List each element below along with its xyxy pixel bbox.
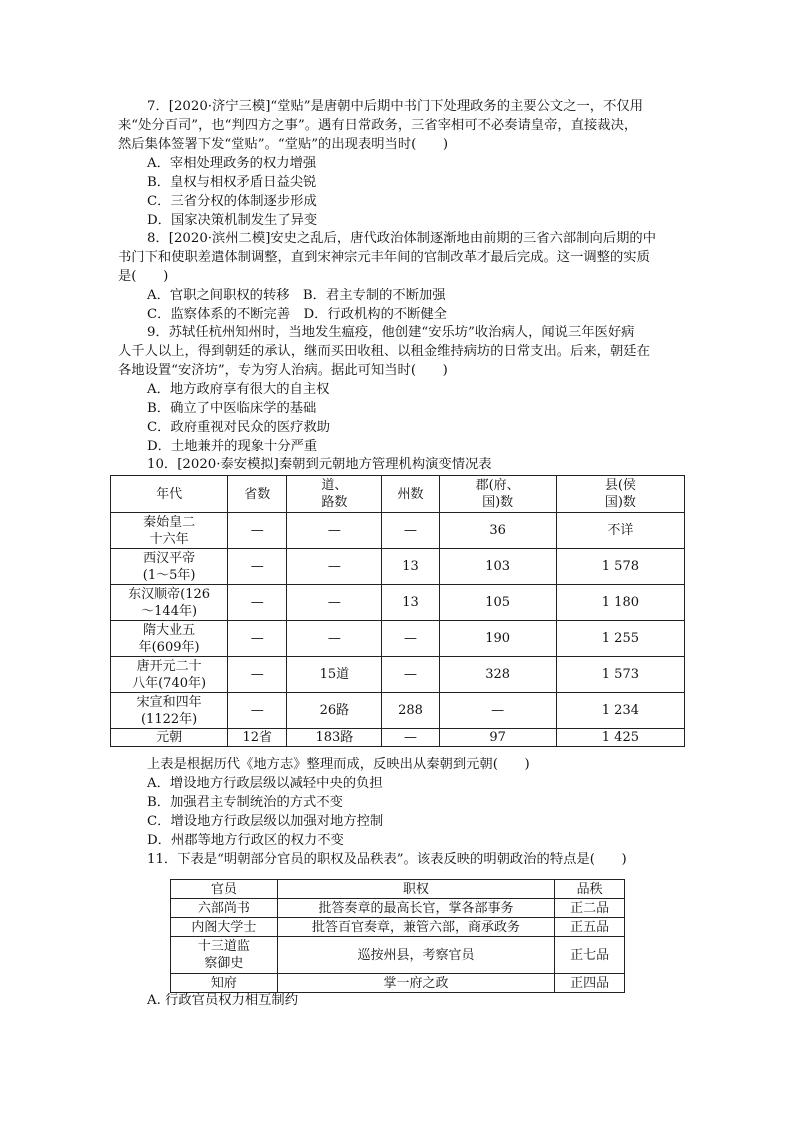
q7-line-3: 然后集体签署下发“堂贴”。“堂贴”的出现表明当时( ) [118, 137, 449, 152]
cell: 183路 [287, 729, 382, 747]
cell: — [228, 621, 287, 657]
table-row [111, 549, 685, 585]
cell: 36 [439, 513, 556, 549]
cell-era: 元朝 [111, 729, 228, 747]
table-row [171, 918, 625, 937]
col-header-circuits: 道、 路数 [287, 476, 382, 513]
cell: — [228, 657, 287, 693]
q8-line-3: 是( ) [118, 269, 169, 284]
cell-official: 知府 [171, 974, 278, 993]
col-header-commanderies: 郡(府、 国)数 [439, 476, 556, 513]
q7-line-1: 7．[2020·济宁三模]“堂贴”是唐朝中后期中书门下处理政务的主要公文之一，不仅用 [147, 99, 643, 114]
q9-line-1: 9．苏轼任杭州知州时，当地发生瘟疫，他创建“安乐坊”收治病人，闻说三年医好病 [147, 325, 635, 340]
cell: — [287, 513, 382, 549]
cell: — [382, 657, 439, 693]
cell-era: 秦始皇二 十六年 [111, 513, 228, 549]
cell-rank: 正七品 [555, 937, 625, 974]
cell-official: 六部尚书 [171, 899, 278, 918]
cell-official: 十三道监 察御史 [171, 937, 278, 974]
q7-option-d: D．国家决策机制发生了异变 [147, 213, 318, 228]
cell: 105 [439, 585, 556, 621]
table-row [171, 899, 625, 918]
cell: 1 425 [556, 729, 684, 747]
q7-option-c: C．三省分权的体制逐步形成 [147, 194, 317, 209]
q9-line-2: 人千人以上，得到朝廷的承认，继而买田收租、以租金维持病坊的日常支出。后来，朝廷在 [118, 344, 650, 359]
cell-era: 西汉平帝 (1～5年) [111, 549, 228, 585]
q11-option-a: A. 行政官员权力相互制约 [147, 993, 299, 1008]
cell: — [382, 729, 439, 747]
q11-table [170, 879, 625, 993]
cell: 1 234 [556, 693, 684, 729]
cell: — [287, 621, 382, 657]
table-row [111, 585, 685, 621]
cell-rank: 正二品 [555, 899, 625, 918]
col-header-era: 年代 [111, 476, 228, 513]
cell: — [287, 585, 382, 621]
cell: — [228, 549, 287, 585]
cell: 97 [439, 729, 556, 747]
cell: 103 [439, 549, 556, 585]
col-header-prefectures: 州数 [382, 476, 439, 513]
cell: — [228, 513, 287, 549]
cell: — [228, 693, 287, 729]
cell: — [287, 549, 382, 585]
q10-stem: 上表是根据历代《地方志》整理而成，反映出从秦朝到元朝( ) [147, 757, 530, 772]
cell: — [439, 693, 556, 729]
table-row [111, 657, 685, 693]
cell-duties: 批答百官奏章，兼管六部，商承政务 [277, 918, 555, 937]
q8-line-2: 书门下和使职差遣体制调整，直到宋神宗元丰年间的官制改革才最后完成。这一调整的实质 [118, 250, 650, 265]
cell: 13 [382, 585, 439, 621]
cell: 1 578 [556, 549, 684, 585]
table-row [111, 513, 685, 549]
col-header-duties: 职权 [277, 880, 555, 899]
q11-stem: 11．下表是“明朝部分官员的职权及品秩表”。该表反映的明朝政治的特点是( ) [147, 852, 627, 867]
cell-official: 内阁大学士 [171, 918, 278, 937]
col-header-official: 官员 [171, 880, 278, 899]
q10-option-c: C．增设地方行政层级以加强对地方控制 [147, 814, 384, 829]
q7-option-b: B．皇权与相权矛盾日益尖锐 [147, 175, 317, 190]
cell: 288 [382, 693, 439, 729]
col-header-rank: 品秩 [555, 880, 625, 899]
cell: — [382, 513, 439, 549]
q7-option-a: A．宰相处理政务的权力增强 [147, 156, 317, 171]
q10-option-b: B．加强君主专制统治的方式不变 [147, 795, 343, 810]
q7-line-2: 来“处分百司”，也“判四方之事”。遇有日常政务，三省宰相可不必奏请皇帝，直接裁决， [118, 118, 638, 133]
cell: 1 180 [556, 585, 684, 621]
cell-era: 隋大业五 年(609年) [111, 621, 228, 657]
table-row [111, 729, 685, 747]
q9-option-a: A．地方政府享有很大的自主权 [147, 382, 330, 397]
table-row [111, 621, 685, 657]
q10-title: 10．[2020·泰安模拟]秦朝到元朝地方管理机构演变情况表 [147, 457, 492, 472]
cell: 12省 [228, 729, 287, 747]
q9-option-b: B．确立了中医临床学的基础 [147, 401, 317, 416]
table-row [171, 974, 625, 993]
cell: 不详 [556, 513, 684, 549]
cell-rank: 正五品 [555, 918, 625, 937]
q10-option-d: D．州郡等地方行政区的权力不变 [147, 833, 344, 848]
cell: 15道 [287, 657, 382, 693]
q8-line-1: 8．[2020·滨州二模]安史之乱后，唐代政治体制逐渐地由前期的三省六部制向后期的中 [147, 231, 656, 246]
cell-duties: 批答奏章的最高长官，掌各部事务 [277, 899, 555, 918]
q9-option-d: D．土地兼并的现象十分严重 [147, 439, 318, 454]
cell: 190 [439, 621, 556, 657]
table-header-row [171, 880, 625, 899]
q10-table [110, 475, 685, 747]
cell: 13 [382, 549, 439, 585]
cell: — [382, 621, 439, 657]
cell-rank: 正四品 [555, 974, 625, 993]
col-header-provinces: 省数 [228, 476, 287, 513]
q9-option-c: C．政府重视对民众的医疗救助 [147, 420, 331, 435]
q10-option-a: A．增设地方行政层级以减轻中央的负担 [147, 776, 383, 791]
cell: — [228, 585, 287, 621]
cell-era: 宋宣和四年 (1122年) [111, 693, 228, 729]
cell-era: 东汉顺帝(126 ～144年) [111, 585, 228, 621]
cell: 1 255 [556, 621, 684, 657]
table-row [171, 937, 625, 974]
q9-line-3: 各地设置“安济坊”，专为穷人治病。据此可知当时( ) [118, 363, 448, 378]
cell: 1 573 [556, 657, 684, 693]
cell: 26路 [287, 693, 382, 729]
cell-era: 唐开元二十 八年(740年) [111, 657, 228, 693]
table-header-row [111, 476, 685, 513]
table-row [111, 693, 685, 729]
q8-options-ab: A．官职之间职权的转移 B．君主专制的不断加强 [147, 288, 446, 303]
cell-duties: 掌一府之政 [277, 974, 555, 993]
q8-options-cd: C．监察体系的不断完善 D．行政机构的不断健全 [147, 307, 448, 322]
col-header-counties: 县(侯 国)数 [556, 476, 684, 513]
cell: 328 [439, 657, 556, 693]
cell-duties: 巡按州县，考察官员 [277, 937, 555, 974]
